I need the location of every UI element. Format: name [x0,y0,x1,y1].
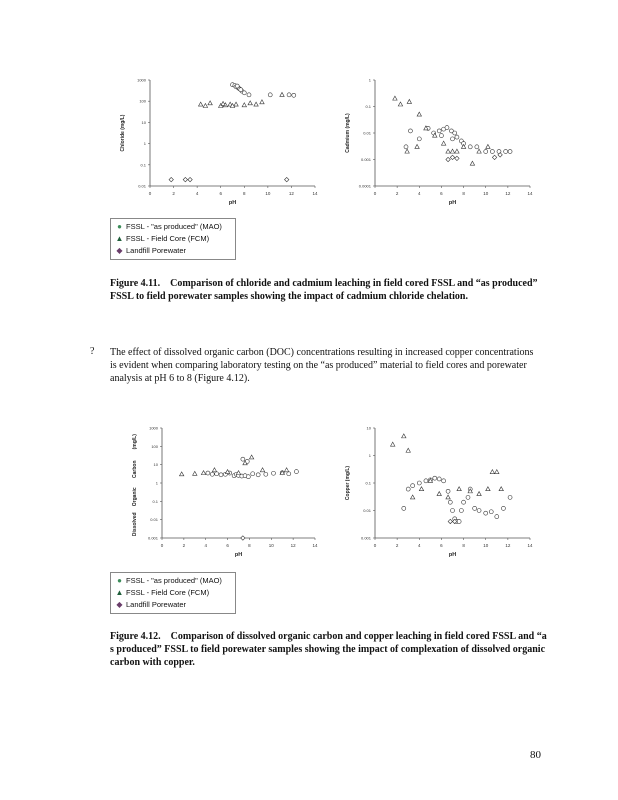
data-point-circle [459,509,463,513]
data-point-triangle [203,104,207,108]
data-point-circle [411,484,415,488]
x-tick-label: 8 [462,543,465,548]
x-axis-title: pH [234,552,243,558]
data-point-triangle [198,102,202,106]
data-point-circle [453,131,457,135]
y-axis-title: Copper (mg/L) [345,465,351,501]
figure-label: Figure 4.11. [110,278,161,289]
x-tick-label: 6 [440,191,443,196]
data-point-triangle [260,468,264,472]
legend-item-fcm [115,233,231,245]
data-point-circle [448,500,452,504]
x-tick-label: 0 [373,543,377,548]
x-tick-label: 10 [265,191,271,196]
data-point-circle [451,137,455,141]
data-point-circle [457,519,461,523]
figure-4-11-caption [110,277,550,303]
data-point-circle [402,506,406,510]
y-tick-label: 1000 [137,77,146,83]
data-point-triangle [437,492,441,496]
data-point-circle [446,489,450,493]
x-tick-label: 10 [483,543,489,548]
data-point-triangle [398,102,402,106]
y-tick-label: 0.1 [365,480,371,486]
circle-marker-icon: ● [117,576,122,585]
data-point-circle [404,145,408,149]
data-point-triangle [415,144,419,148]
y-axis-title: Chloride (mg/L) [120,114,126,152]
y-tick-label: 0.1 [152,498,158,504]
data-point-triangle [477,149,481,153]
triangle-marker-icon: ▲ [115,588,124,597]
x-tick-label: 12 [505,191,511,196]
data-point-circle [287,93,291,97]
data-point-diamond [455,156,459,160]
x-tick-label: 2 [395,543,399,548]
circle-marker-icon: ● [117,222,122,231]
legend-item-porewater [115,599,231,611]
data-point-diamond [188,177,192,181]
y-tick-label: 1 [143,141,146,147]
copper-ph-scatter-chart [330,418,545,568]
y-tick-label: 1 [155,480,158,486]
data-point-triangle [234,102,238,106]
x-tick-label: 4 [418,543,421,548]
data-point-circle [268,93,272,97]
data-point-triangle [486,487,490,491]
data-point-circle [508,495,512,499]
legend-item-mao [115,575,231,587]
data-point-circle [287,472,291,476]
x-tick-label: 12 [290,543,296,548]
data-point-circle [433,476,437,480]
data-point-triangle [410,495,414,499]
page-number: 80 [530,749,541,761]
data-point-diamond [446,157,450,161]
doc-ph-scatter-chart [100,418,330,568]
data-point-triangle [249,455,253,459]
data-point-triangle [280,92,284,96]
y-tick-label: 0.001 [360,157,371,162]
data-point-circle [462,500,466,504]
data-point-circle [475,145,479,149]
y-axis-title-part: Organic [132,487,138,507]
data-point-circle [473,506,477,510]
y-axis-title-part: Dissolved [132,512,138,537]
data-point-circle [442,479,446,483]
y-tick-label: 10 [153,462,158,468]
data-point-circle [417,481,421,485]
y-tick-label: 1 [368,453,371,458]
x-tick-label: 12 [505,543,511,548]
x-tick-label: 2 [182,543,186,548]
data-point-triangle [499,487,503,491]
data-point-diamond [285,177,289,181]
x-axis-title: pH [228,200,237,206]
y-tick-label: 0.01 [363,130,371,136]
y-tick-label: 0.1 [365,104,371,109]
legend-item-mao [115,221,231,233]
x-tick-label: 6 [226,543,229,548]
data-point-circle [417,137,421,141]
data-point-circle [490,150,494,154]
legend-label: FSSL - "as produced" (MAO) [126,222,222,231]
caption-text: Comparison of dissolved organic carbon and copper leaching in field cored FSSL and “a s produced” FSSL to field porewater samples showing the impact of complexation of dissolved organic carbon with copper. [110,631,547,668]
x-axis-title: pH [448,200,457,206]
data-point-circle [484,511,488,515]
y-tick-label: 1 [368,77,371,83]
x-axis-title: pH [448,552,457,558]
data-point-triangle [406,448,410,452]
y-tick-label: 0.001 [360,535,371,541]
x-tick-label: 6 [440,543,443,548]
data-point-circle [484,150,488,154]
figure-4-11-legend [110,218,236,260]
data-point-circle [246,475,250,479]
y-tick-label: 0.001 [147,535,158,541]
data-point-triangle [405,149,409,153]
y-tick-label: 1000 [149,425,158,431]
data-point-circle [206,471,210,475]
data-point-triangle [393,96,397,100]
data-point-triangle [254,102,258,106]
x-tick-label: 14 [527,191,533,196]
x-tick-label: 8 [462,191,465,196]
y-tick-label: 0.01 [138,183,146,189]
data-point-circle [242,91,246,95]
y-axis-title-part: (mg/L) [132,434,138,450]
data-point-triangle [260,100,264,104]
data-point-circle [477,509,481,513]
data-point-circle [489,510,493,514]
chloride-ph-scatter-chart [100,72,330,212]
x-tick-label: 14 [312,543,318,548]
diamond-marker-icon: ◆ [116,246,123,255]
y-tick-label: 0.0001 [358,183,371,189]
data-point-triangle [248,101,252,105]
x-tick-label: 0 [373,191,377,196]
data-point-circle [210,472,214,476]
data-point-triangle [201,471,205,475]
cadmium-ph-scatter-chart [330,72,545,212]
data-point-circle [239,88,243,92]
x-tick-label: 0 [148,191,152,196]
data-point-triangle [193,471,197,475]
data-point-triangle [457,487,461,491]
legend-label: FSSL - Field Core (FCM) [126,234,210,243]
x-tick-label: 0 [160,543,164,548]
data-point-circle [451,509,455,513]
y-tick-label: 100 [139,98,146,104]
legend-item-fcm [115,587,231,599]
y-axis-title-part: Carbon [132,460,138,478]
data-point-triangle [242,103,246,107]
data-point-diamond [448,519,452,523]
legend-label: Landfill Porewater [126,600,187,609]
x-tick-label: 2 [172,191,175,196]
data-point-circle [292,93,296,97]
data-point-circle [445,126,449,130]
data-point-diamond [492,155,496,159]
data-point-triangle [446,495,450,499]
y-tick-label: 0.1 [140,162,146,168]
data-point-triangle [470,161,474,165]
data-point-circle [294,470,298,474]
doc-copper-paragraph: The effect of dissolved organic carbon (DOC) concentrations resulting in increased copper concentrations is evident when comparing laboratory testing on the “as produced” material to field cores and porewater analysis at pH 6 to 8 (Figure 4.12). [110,347,534,384]
legend-label: FSSL - "as produced" (MAO) [126,576,222,585]
data-point-circle [406,487,410,491]
data-point-circle [466,495,470,499]
x-tick-label: 4 [418,191,421,196]
data-point-triangle [212,468,216,472]
data-point-triangle [477,492,481,496]
data-point-circle [455,135,459,139]
x-tick-label: 2 [395,191,399,196]
data-point-circle [215,472,219,476]
x-tick-label: 14 [312,191,318,196]
x-tick-label: 10 [483,191,489,196]
data-point-circle [501,506,505,510]
data-point-circle [219,473,223,477]
figure-4-12-caption [110,630,550,669]
figure-4-12-legend [110,572,236,614]
x-tick-label: 6 [219,191,222,196]
legend-item-porewater [115,245,231,257]
data-point-triangle [490,470,494,474]
data-point-triangle [486,144,490,148]
x-tick-label: 10 [268,543,274,548]
data-point-diamond [183,177,187,181]
data-point-circle [235,84,239,88]
data-point-triangle [402,434,406,438]
legend-label: Landfill Porewater [126,246,187,255]
data-point-triangle [179,472,183,476]
x-tick-label: 4 [204,543,207,548]
data-point-diamond [241,536,245,540]
data-point-triangle [441,141,445,145]
data-point-circle [247,93,251,97]
data-point-circle [495,515,499,519]
y-tick-label: 10 [141,119,146,125]
data-point-circle [437,477,441,481]
data-point-circle [437,129,441,133]
data-point-circle [408,129,412,133]
data-point-triangle [455,149,459,153]
data-point-triangle [446,149,450,153]
data-point-triangle [419,487,423,491]
data-point-diamond [169,177,173,181]
x-tick-label: 12 [288,191,294,196]
x-tick-label: 8 [243,191,246,196]
x-tick-label: 4 [195,191,199,196]
data-point-circle [251,472,255,476]
data-point-triangle [417,112,421,116]
data-point-circle [271,471,275,475]
x-tick-label: 14 [527,543,533,548]
data-point-circle [439,134,443,138]
legend-label: FSSL - Field Core (FCM) [126,588,210,597]
data-point-circle [508,150,512,154]
triangle-marker-icon: ▲ [115,234,124,243]
caption-text: Comparison of chloride and cadmium leaching in field cored FSSL and “as produced” FSSL to field porewater samples showing the impact of cadmium chloride chelation. [110,278,538,302]
data-point-triangle [450,149,454,153]
figure-label: Figure 4.12. [110,631,161,642]
y-tick-label: 0.01 [363,508,371,513]
y-tick-label: 10 [366,425,371,431]
data-point-circle [504,150,508,154]
bullet-marker: ? [90,346,95,357]
data-point-triangle [495,470,499,474]
data-point-circle [264,472,268,476]
data-point-triangle [284,468,288,472]
data-point-circle [468,145,472,149]
y-tick-label: 0.01 [150,517,158,523]
data-point-diamond [450,155,454,159]
data-point-circle [424,479,428,483]
data-point-circle [241,457,245,461]
x-tick-label: 8 [248,543,251,548]
data-point-circle [256,473,260,477]
data-point-triangle [208,101,212,105]
diamond-marker-icon: ◆ [116,600,123,609]
y-axis-title: Cadmium (mg/L) [345,113,351,153]
data-point-triangle [391,442,395,446]
y-tick-label: 100 [151,443,158,449]
data-point-triangle [407,99,411,103]
data-point-triangle [221,101,225,105]
